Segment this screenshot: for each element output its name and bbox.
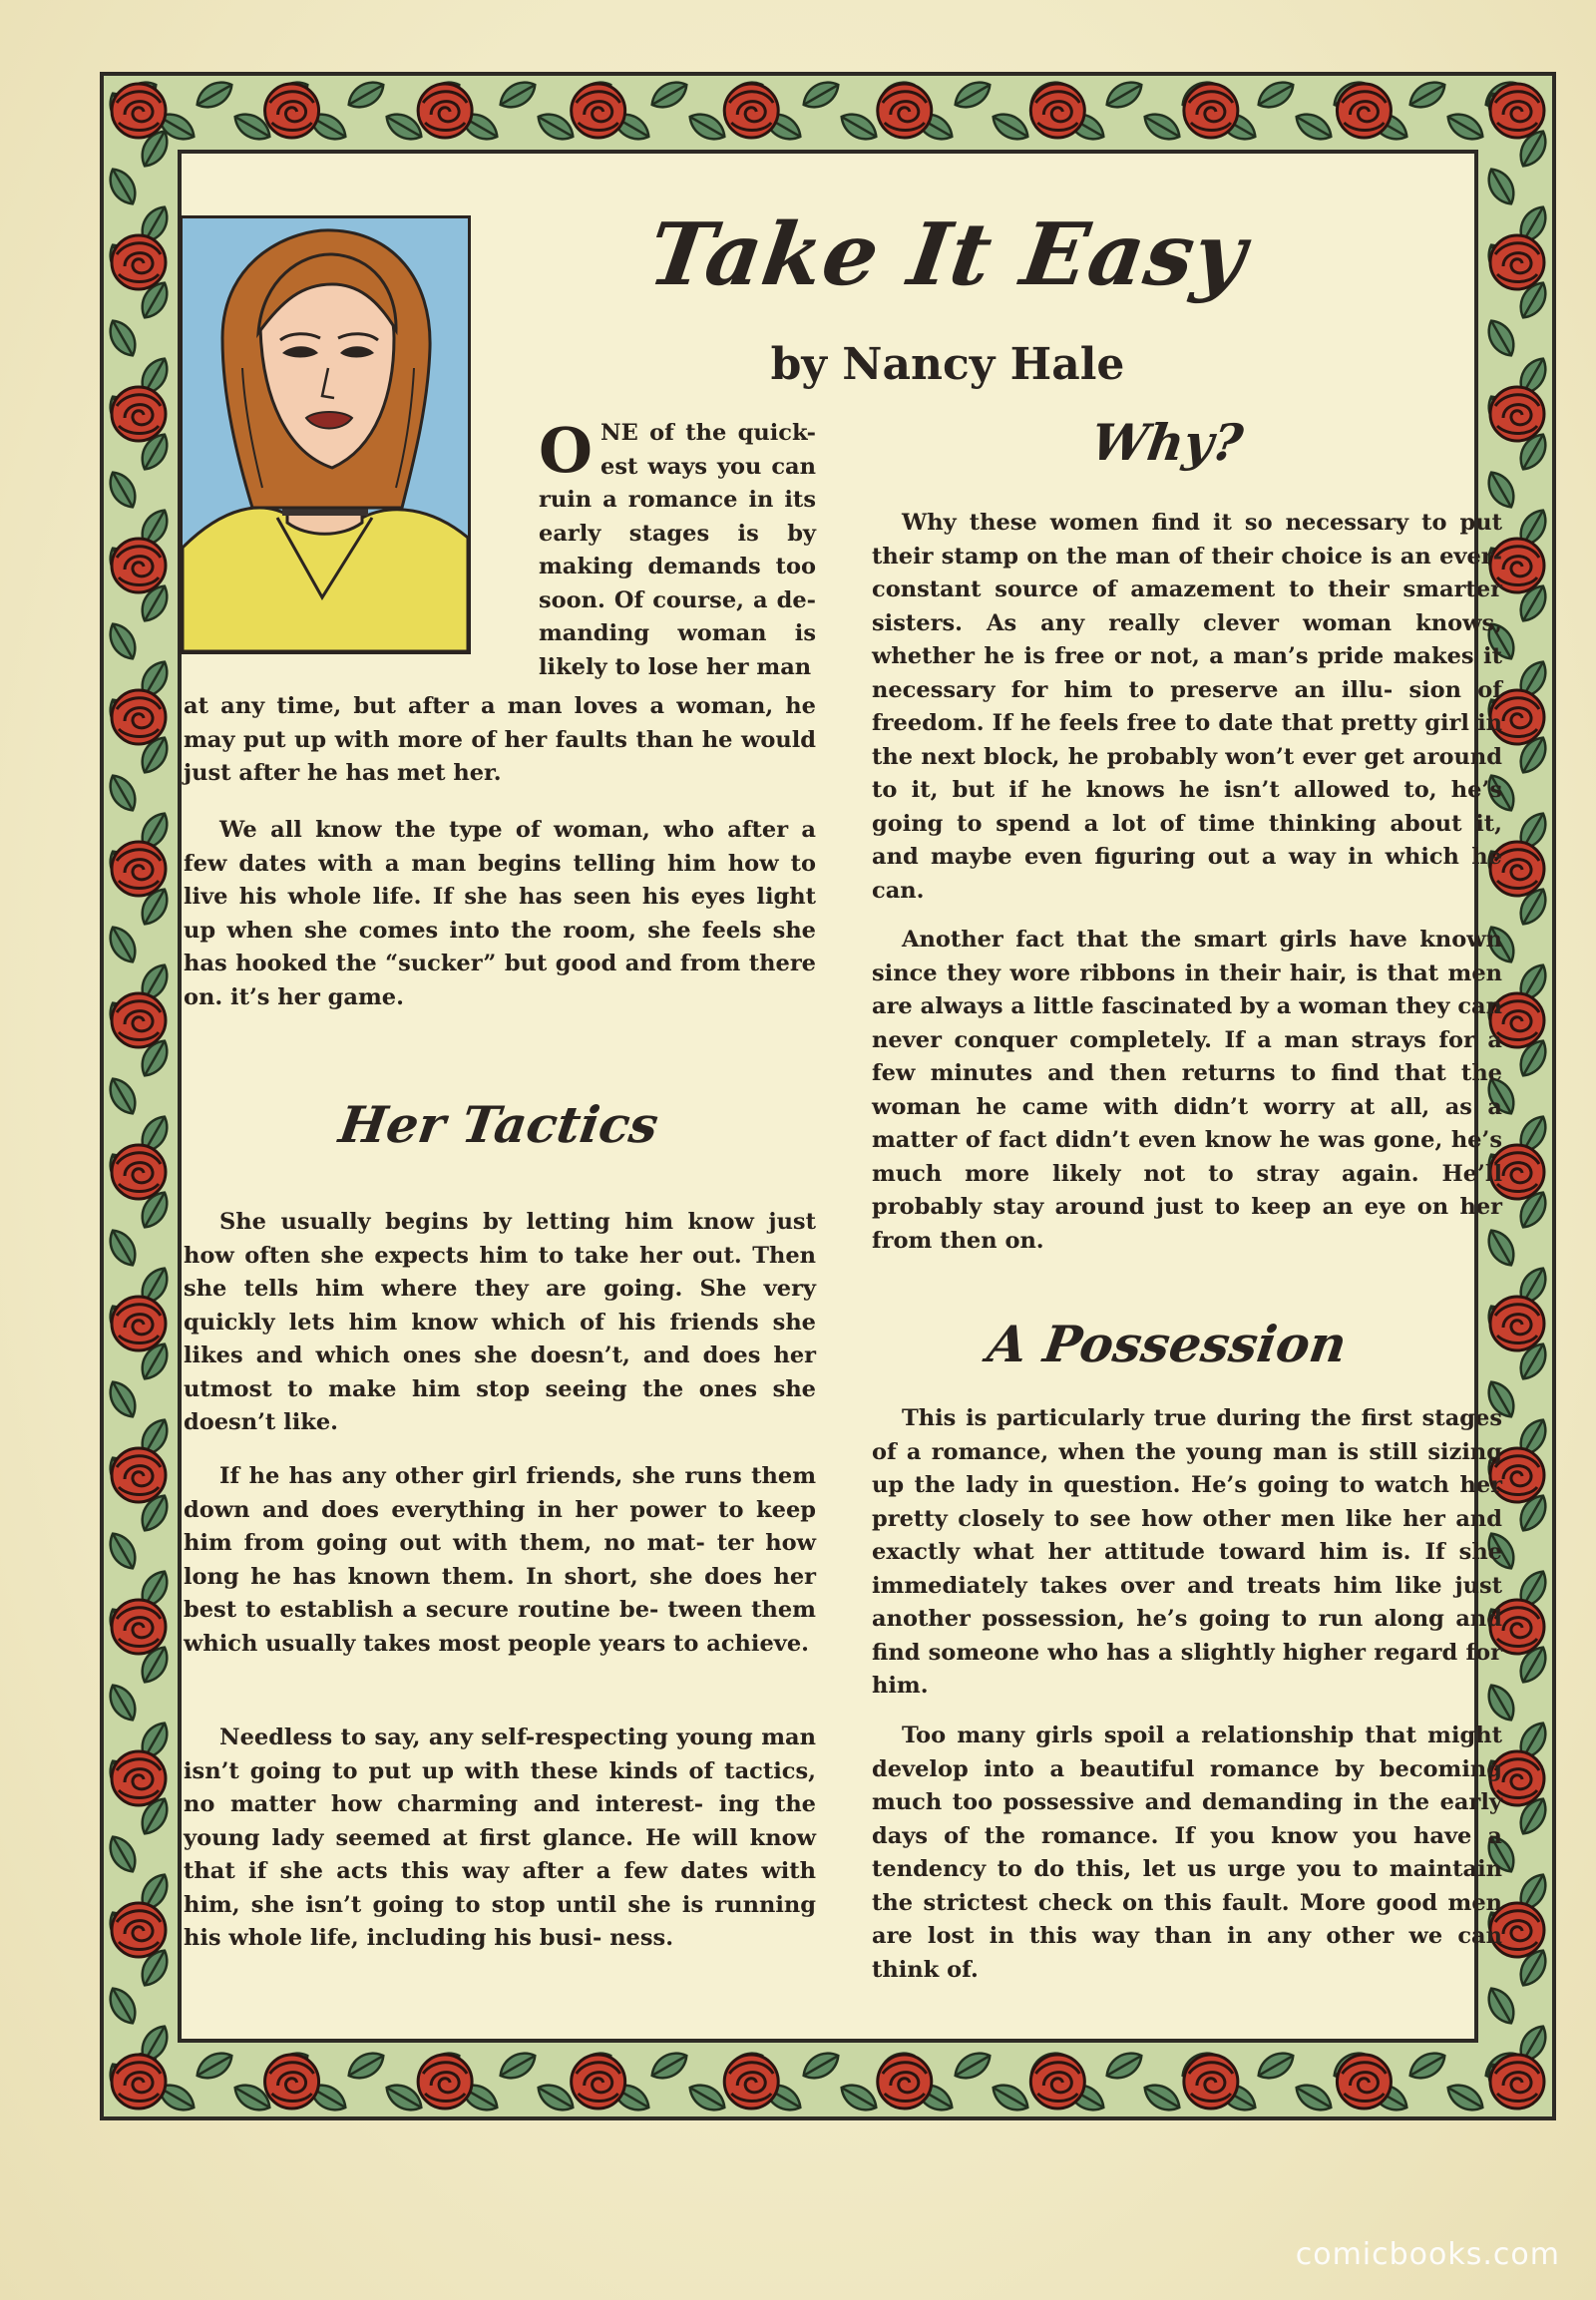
leaf-ornament — [104, 1680, 142, 1725]
leaf-ornament — [1442, 108, 1487, 146]
intro-wrapped-text: NE of the quick- est ways you can ruin a romance in its early stages is by making demands too soon. Of course, a de- manding woman is likely to lose her man — [539, 420, 816, 680]
drop-cap: O — [539, 414, 594, 487]
leaf-ornament — [104, 770, 142, 815]
intro-continued-paragraph: at any time, but after a man loves a woman, he may put up with more of her faults than he would just after he has met her. — [184, 693, 816, 786]
rose-ornament — [1337, 2055, 1391, 2108]
article-title: Take It Easy — [642, 204, 1253, 305]
rose-ornament — [112, 690, 166, 744]
leaf-ornament — [836, 108, 881, 146]
leaf-ornament — [1291, 2079, 1336, 2116]
rose-ornament — [418, 2055, 472, 2108]
leaf-ornament — [1482, 467, 1520, 512]
heading-a-possession: A Possession — [984, 1315, 1351, 1373]
leaf-ornament — [1404, 2047, 1449, 2085]
leaf-ornament — [798, 76, 843, 114]
leaf-ornament — [646, 2047, 691, 2085]
leaf-ornament — [104, 1528, 142, 1573]
leaf-ornament — [950, 2047, 995, 2085]
leaf-ornament — [343, 2047, 388, 2085]
leaf-ornament — [1482, 164, 1520, 208]
leaf-ornament — [104, 164, 142, 208]
rose-ornament — [724, 2055, 778, 2108]
rose-ornament — [112, 539, 166, 592]
rose-ornament — [112, 1145, 166, 1199]
leaf-ornament — [104, 922, 142, 966]
leaf-ornament — [1101, 76, 1146, 114]
leaf-ornament — [104, 467, 142, 512]
leaf-ornament — [646, 76, 691, 114]
rose-ornament — [112, 387, 166, 441]
why-paragraph-1: Why these women find it so necessary to put their stamp on the man of their choice is an ever-constant source of amazement to their smarter sisters. As any really clever woman knows, whether he is free or not, a man’s pride makes it necessary for him to preserve an illu- sion of freedom. If he feels free to date that pretty girl in the next block, he probably won’t ever get around to it, but if he knows he isn’t allowed to, he’s going to spend a lot of time thinking about it, and maybe even figuring out a way in which he can. — [872, 510, 1502, 904]
rose-ornament — [1184, 2055, 1238, 2108]
possession-paragraph-2: Too many girls spoil a relationship that might develop into a beautiful romance by becoming much too possessive and demanding in the early days of the romance. If you know you have a tendency to do this, let us urge you to maintain the strictest check on this fault. More good men are lost in this way than in any other we can think of. — [872, 1723, 1502, 1983]
leaf-ornament — [836, 2079, 881, 2116]
paragraph-sucker: We all know the type of woman, who after a few dates with a man begins telling him how to live his whole life. If she has seen his eyes light up when she comes into the room, she feels she has hooked the “sucker” but good and from there on. it’s her game. — [184, 817, 816, 1010]
leaf-ornament — [104, 618, 142, 663]
rose-ornament — [1490, 387, 1544, 441]
why-paragraph-2: Another fact that the smart girls have known since they wore ribbons in their hair, is that men are always a little fascinated by a woman they can never conquer completely. If a man strays for a few minutes and then returns to find that the woman he came with didn’t worry at all, as a matter of fact didn’t even know he was gone, he’s much more likely not to stray again. He’ll probably stay around just to keep an eye on her from then on. — [872, 927, 1502, 1254]
rose-ornament — [112, 1751, 166, 1805]
possession-paragraph-1: This is particularly true during the first stages of a romance, when the young man is still sizing up the lady in question. He’s going to watch her pretty closely to see how other men like her and exactly what her attitude toward him is. If she immediately takes over and treats him like just another possession, he’s going to run along and find someone who has a slightly higher regard for him. — [872, 1405, 1502, 1699]
heading-her-tactics: Her Tactics — [335, 1095, 662, 1154]
leaf-ornament — [192, 2047, 236, 2085]
rose-ornament — [265, 2055, 319, 2108]
rose-ornament — [112, 2055, 166, 2108]
rose-ornament — [572, 84, 625, 138]
leaf-ornament — [343, 76, 388, 114]
rose-ornament — [112, 993, 166, 1047]
rose-ornament — [1030, 84, 1084, 138]
leaf-ornament — [1253, 76, 1298, 114]
rose-ornament — [112, 1903, 166, 1957]
leaf-ornament — [1291, 108, 1336, 146]
rose-ornament — [112, 84, 166, 138]
rose-ornament — [112, 1297, 166, 1350]
rose-ornament — [112, 1448, 166, 1502]
rose-ornament — [112, 1600, 166, 1654]
woman-portrait-illustration — [180, 215, 471, 654]
rose-ornament — [1490, 235, 1544, 289]
rose-ornament — [1184, 84, 1238, 138]
leaf-ornament — [988, 2079, 1032, 2116]
rose-ornament — [572, 2055, 625, 2108]
leaf-ornament — [684, 108, 729, 146]
rose-ornament — [724, 84, 778, 138]
leaf-ornament — [104, 1073, 142, 1118]
leaf-ornament — [104, 1376, 142, 1421]
leaf-ornament — [1404, 76, 1449, 114]
rose-ornament — [112, 842, 166, 896]
rose-ornament — [878, 84, 932, 138]
leaf-ornament — [192, 76, 236, 114]
leaf-ornament — [104, 1225, 142, 1270]
watermark: comicbooks.com — [1295, 2237, 1560, 2272]
leaf-ornament — [495, 76, 540, 114]
leaf-ornament — [104, 1983, 142, 2028]
leaf-ornament — [1101, 2047, 1146, 2085]
leaf-ornament — [1139, 108, 1184, 146]
leaf-ornament — [1253, 2047, 1298, 2085]
rose-ornament — [1490, 84, 1544, 138]
leaf-ornament — [950, 76, 995, 114]
leaf-ornament — [1482, 1983, 1520, 2028]
leaf-ornament — [1482, 315, 1520, 360]
her-tactics-paragraph-2: If he has any other girl friends, she runs them down and does everything in her power to keep him from going out with them, no mat- ter how long he has known them. In short, she does her best to establish a secure routine be- tween them which usually takes most people years to achieve. — [184, 1463, 816, 1657]
rose-ornament — [1490, 2055, 1544, 2108]
leaf-ornament — [988, 108, 1032, 146]
rose-ornament — [1490, 1297, 1544, 1350]
rose-ornament — [1030, 2055, 1084, 2108]
rose-ornament — [878, 2055, 932, 2108]
heading-why: Why? — [1087, 413, 1247, 472]
article-byline: by Nancy Hale — [770, 339, 1125, 390]
intro-wrapped-paragraph — [539, 414, 816, 684]
leaf-ornament — [104, 315, 142, 360]
her-tactics-paragraph-3: Needless to say, any self-respecting young man isn’t going to put up with these kinds of tactics, no matter how charming and interest- ing the young lady seemed at first glance. He will know that if she acts this way after a few dates with him, she isn’t going to stop until she is running his whole life, including his busi- ness. — [184, 1725, 816, 1951]
rose-ornament — [1337, 84, 1391, 138]
leaf-ornament — [1442, 2079, 1487, 2116]
leaf-ornament — [798, 2047, 843, 2085]
leaf-ornament — [495, 2047, 540, 2085]
rose-ornament — [112, 235, 166, 289]
rose-ornament — [265, 84, 319, 138]
leaf-ornament — [104, 1831, 142, 1876]
her-tactics-paragraph-1: She usually begins by letting him know just how often she expects him to take her out. Then she tells him where they are going. She very quickly lets him know which of his friends she likes and which ones she doesn’t, and does her utmost to make him stop seeing the ones she doesn’t like. — [184, 1209, 816, 1435]
leaf-ornament — [684, 2079, 729, 2116]
leaf-ornament — [1139, 2079, 1184, 2116]
rose-ornament — [418, 84, 472, 138]
